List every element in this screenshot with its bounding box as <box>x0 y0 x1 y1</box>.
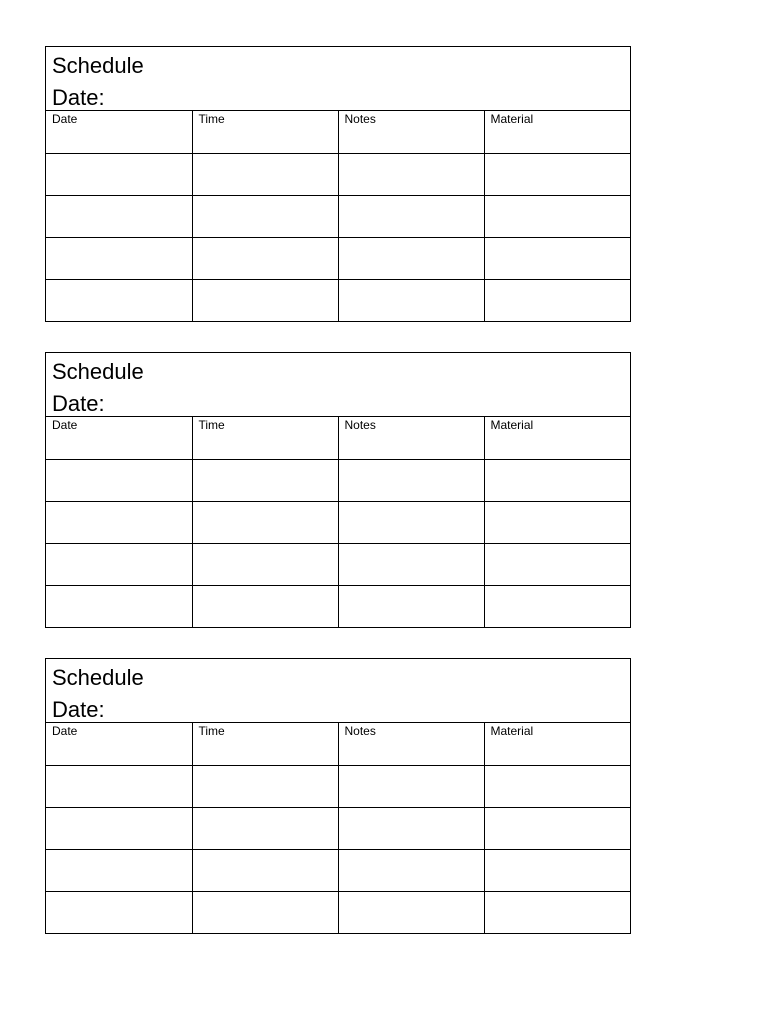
table-cell[interactable] <box>192 153 338 195</box>
table-cell[interactable] <box>484 849 630 891</box>
table-cell[interactable] <box>46 807 192 849</box>
table-cell[interactable] <box>192 543 338 585</box>
column-header-material: Material <box>484 723 630 765</box>
schedule-title: Schedule <box>52 53 144 78</box>
table-cell[interactable] <box>192 195 338 237</box>
column-header-date: Date <box>46 723 192 765</box>
table-row <box>46 501 630 543</box>
table-cell[interactable] <box>46 849 192 891</box>
table-cell[interactable] <box>192 279 338 321</box>
schedule-date-label[interactable]: Date: <box>52 85 105 110</box>
column-header-time: Time <box>192 723 338 765</box>
table-row <box>46 849 630 891</box>
table-row <box>46 585 630 627</box>
table-row <box>46 195 630 237</box>
table-cell[interactable] <box>484 585 630 627</box>
schedule-table <box>46 417 630 627</box>
table-cell[interactable] <box>338 153 484 195</box>
table-cell[interactable] <box>192 585 338 627</box>
table-cell[interactable] <box>484 237 630 279</box>
table-cell[interactable] <box>46 153 192 195</box>
table-cell[interactable] <box>484 195 630 237</box>
table-cell[interactable] <box>192 501 338 543</box>
schedule-header <box>46 353 630 417</box>
table-row <box>46 459 630 501</box>
table-cell[interactable] <box>484 459 630 501</box>
table-cell[interactable] <box>338 849 484 891</box>
table-cell[interactable] <box>484 891 630 933</box>
table-cell[interactable] <box>46 501 192 543</box>
schedule-header <box>46 659 630 723</box>
column-header-date: Date <box>46 417 192 459</box>
column-header-date: Date <box>46 111 192 153</box>
table-cell[interactable] <box>338 585 484 627</box>
schedule-title: Schedule <box>52 665 144 690</box>
table-cell[interactable] <box>192 849 338 891</box>
table-cell[interactable] <box>484 543 630 585</box>
schedule-date-label[interactable]: Date: <box>52 697 105 722</box>
table-cell[interactable] <box>484 807 630 849</box>
table-cell[interactable] <box>338 807 484 849</box>
schedule-block <box>45 46 631 322</box>
table-row <box>46 765 630 807</box>
column-header-material: Material <box>484 417 630 459</box>
schedule-table <box>46 723 630 933</box>
column-header-material: Material <box>484 111 630 153</box>
table-cell[interactable] <box>46 195 192 237</box>
schedule-block <box>45 658 631 934</box>
column-header-notes: Notes <box>338 417 484 459</box>
table-header-row <box>46 111 630 153</box>
table-cell[interactable] <box>338 765 484 807</box>
table-cell[interactable] <box>484 765 630 807</box>
schedule-title: Schedule <box>52 359 144 384</box>
schedule-header <box>46 47 630 111</box>
table-cell[interactable] <box>338 543 484 585</box>
column-header-time: Time <box>192 111 338 153</box>
table-row <box>46 279 630 321</box>
table-cell[interactable] <box>192 891 338 933</box>
table-cell[interactable] <box>484 501 630 543</box>
table-cell[interactable] <box>46 279 192 321</box>
table-cell[interactable] <box>192 237 338 279</box>
table-header-row <box>46 417 630 459</box>
table-cell[interactable] <box>484 153 630 195</box>
table-cell[interactable] <box>338 459 484 501</box>
column-header-time: Time <box>192 417 338 459</box>
table-row <box>46 891 630 933</box>
column-header-notes: Notes <box>338 111 484 153</box>
table-header-row <box>46 723 630 765</box>
table-cell[interactable] <box>46 585 192 627</box>
table-cell[interactable] <box>46 543 192 585</box>
table-cell[interactable] <box>192 807 338 849</box>
column-header-notes: Notes <box>338 723 484 765</box>
schedule-table <box>46 111 630 321</box>
table-cell[interactable] <box>192 765 338 807</box>
table-cell[interactable] <box>338 891 484 933</box>
table-row <box>46 153 630 195</box>
table-cell[interactable] <box>338 279 484 321</box>
table-cell[interactable] <box>484 279 630 321</box>
table-row <box>46 237 630 279</box>
table-cell[interactable] <box>338 195 484 237</box>
table-cell[interactable] <box>338 501 484 543</box>
table-cell[interactable] <box>46 765 192 807</box>
table-cell[interactable] <box>338 237 484 279</box>
table-row <box>46 807 630 849</box>
table-cell[interactable] <box>46 891 192 933</box>
table-cell[interactable] <box>192 459 338 501</box>
table-cell[interactable] <box>46 459 192 501</box>
schedule-block <box>45 352 631 628</box>
table-row <box>46 543 630 585</box>
table-cell[interactable] <box>46 237 192 279</box>
schedule-date-label[interactable]: Date: <box>52 391 105 416</box>
